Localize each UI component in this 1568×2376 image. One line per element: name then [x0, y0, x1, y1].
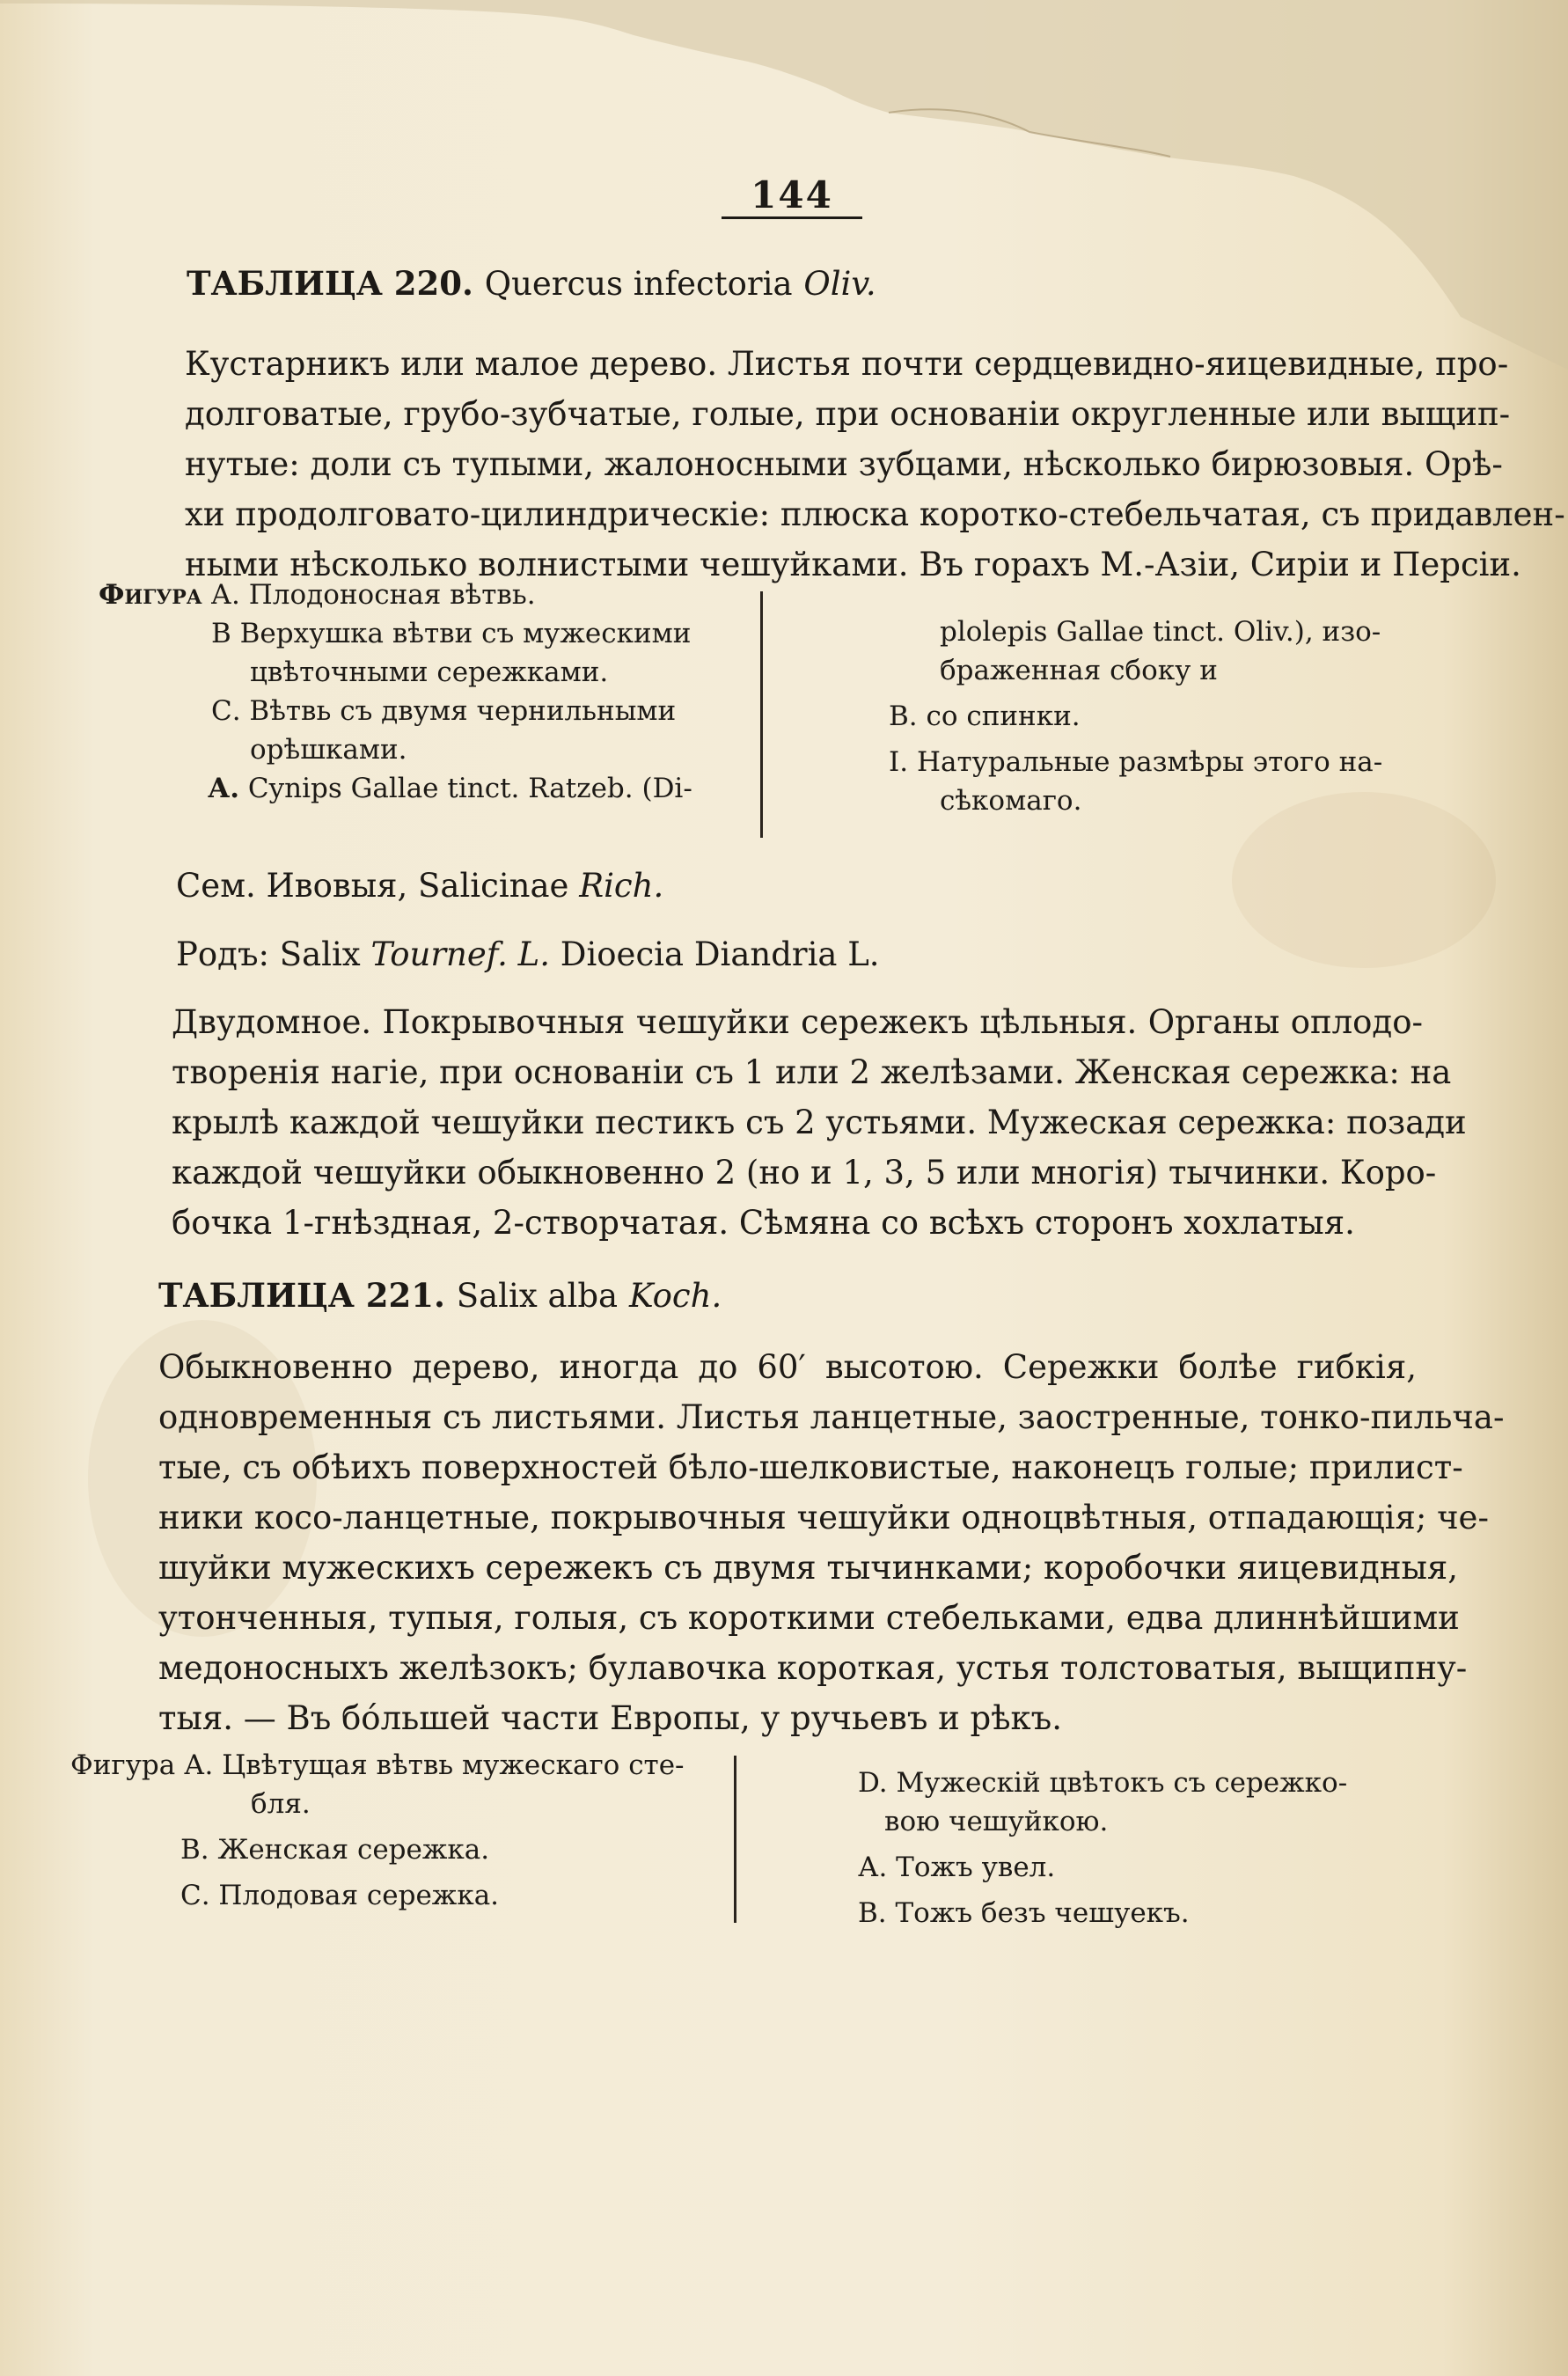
family-heading [176, 867, 663, 905]
table-220-description [185, 339, 1565, 590]
paragraph-line: хи продолговато-цилиндрическiе: плюска коротко-стебельчатая, съ придавлен- [185, 495, 1565, 533]
paragraph-line: одновременныя съ листьями. Листья ланцетные, заостренные, тонко-пильча- [158, 1398, 1505, 1436]
table-221-figures-left [70, 1746, 730, 1915]
figure-caption: I. Натуральные размѣры этого на- [889, 746, 1383, 778]
family-author: Rich. [579, 867, 664, 905]
family-latin: Salicinae [418, 867, 569, 905]
page-number: 144 [722, 174, 862, 219]
table-220-figures-left [99, 576, 758, 808]
paragraph-line: нутые: доли съ тупыми, жалоносными зубцами, нѣсколько бирюзовыя. Орѣ- [185, 445, 1503, 483]
figure-caption: бля. [251, 1788, 311, 1820]
figure-caption: plolepis Gallae tinct. Oliv.), изо- [940, 616, 1381, 648]
table-221-latin: Salix alba [456, 1277, 619, 1315]
figure-caption: В Верхушка вѣтви съ мужескими [211, 618, 692, 649]
table-221-figures-right [858, 1764, 1439, 1932]
paragraph-line: утонченныя, тупыя, голыя, съ короткими стебельками, едва длиннѣйшими [158, 1599, 1460, 1637]
figure-caption: А. Тожъ увел. [858, 1852, 1056, 1883]
genus-description [172, 997, 1467, 1248]
column-divider [760, 591, 763, 838]
paragraph-line: ники косо-ланцетные, покрывочныя чешуйки одноцвѣтныя, отпадающiя; че- [158, 1499, 1489, 1536]
genus-label: Родъ: [176, 935, 269, 973]
table-221-description [158, 1342, 1505, 1743]
paragraph-line: Обыкновенно дерево, иногда до 60′ высотою. Сережки болѣе гибкiя, [158, 1348, 1417, 1386]
paragraph-line: медоносныхъ желѣзокъ; булавочка короткая, устья толстоватыя, выщипну- [158, 1649, 1468, 1687]
table-220-latin: Quercus infectoria [484, 265, 793, 303]
figure-caption: В. со спинки. [889, 700, 1081, 732]
paragraph-line: бочка 1-гнѣздная, 2-створчатая. Сѣмяна со всѣхъ сторонъ хохлатыя. [172, 1204, 1355, 1242]
figure-caption: Фигура А. Цвѣтущая вѣтвь мужескаго сте- [70, 1749, 685, 1781]
figure-caption: А. Cynips Gallae tinct. Ratzeb. (Di- [208, 773, 692, 804]
figure-caption: цвѣточными сережками. [250, 656, 609, 688]
figure-caption: D. Мужескiй цвѣтокъ съ сережко- [858, 1767, 1348, 1799]
figure-caption: орѣшками. [250, 734, 407, 766]
paragraph-line: крылѣ каждой чешуйки пестикъ съ 2 устьями. Мужеская сережка: позади [172, 1104, 1467, 1141]
paragraph-line: Двудомное. Покрывочныя чешуйки сережекъ цѣльныя. Органы оплодо- [172, 1003, 1423, 1041]
genus-class: Dioecia Diandria L. [560, 935, 880, 973]
figure-caption: сѣкомаго. [940, 785, 1082, 817]
paragraph-line: творенiя нагiе, при основанiи съ 1 или 2 желѣзами. Женская сережка: на [172, 1053, 1452, 1091]
family-label: Сем. Ивовыя, [176, 867, 408, 905]
genus-heading [176, 935, 880, 973]
table-220-heading [187, 264, 876, 303]
paragraph-line: шуйки мужескихъ сережекъ съ двумя тычинками; коробочки яицевидныя, [158, 1549, 1459, 1587]
paragraph-line: тыя. — Въ бóльшей части Европы, у ручьевъ и рѣкъ. [158, 1699, 1062, 1737]
genus-latin: Salix [279, 935, 361, 973]
table-220-author: Oliv. [803, 265, 876, 303]
figure-caption: вою чешуйкою. [884, 1806, 1109, 1837]
table-221-heading [158, 1276, 722, 1315]
figure-caption: Фигура А. Плодоносная вѣтвь. [99, 579, 536, 611]
paragraph-line: ными нѣсколько волнистыми чешуйками. Въ горахъ М.-Азiи, Сирiи и Персiи. [185, 546, 1521, 583]
figure-caption: В. Тожъ безъ чешуекъ. [858, 1897, 1190, 1929]
genus-author: Tournef. L. [370, 935, 551, 973]
paragraph-line: долговатые, грубо-зубчатые, голые, при основанiи округленные или выщип- [185, 395, 1511, 433]
table-221-author: Koch. [628, 1277, 722, 1315]
table-221-label: ТАБЛИЦА 221. [158, 1276, 445, 1315]
table-220-label: ТАБЛИЦА 220. [187, 264, 473, 303]
figure-caption: С. Вѣтвь съ двумя чернильными [211, 695, 677, 727]
table-220-figures-right [889, 612, 1452, 820]
column-divider [734, 1756, 736, 1923]
figure-caption: В. Женская сережка. [180, 1834, 490, 1866]
paragraph-line: каждой чешуйки обыкновенно 2 (но и 1, 3, 5 или многiя) тычинки. Коро- [172, 1154, 1437, 1192]
paragraph-line: тые, съ обѣихъ поверхностей бѣло-шелковистые, наконецъ голые; прилист- [158, 1448, 1463, 1486]
figure-caption: С. Плодовая сережка. [180, 1880, 500, 1911]
paragraph-line: Кустарникъ или малое дерево. Листья почти сердцевидно-яицевидные, про- [185, 345, 1509, 383]
figure-caption: браженная сбоку и [940, 655, 1218, 686]
